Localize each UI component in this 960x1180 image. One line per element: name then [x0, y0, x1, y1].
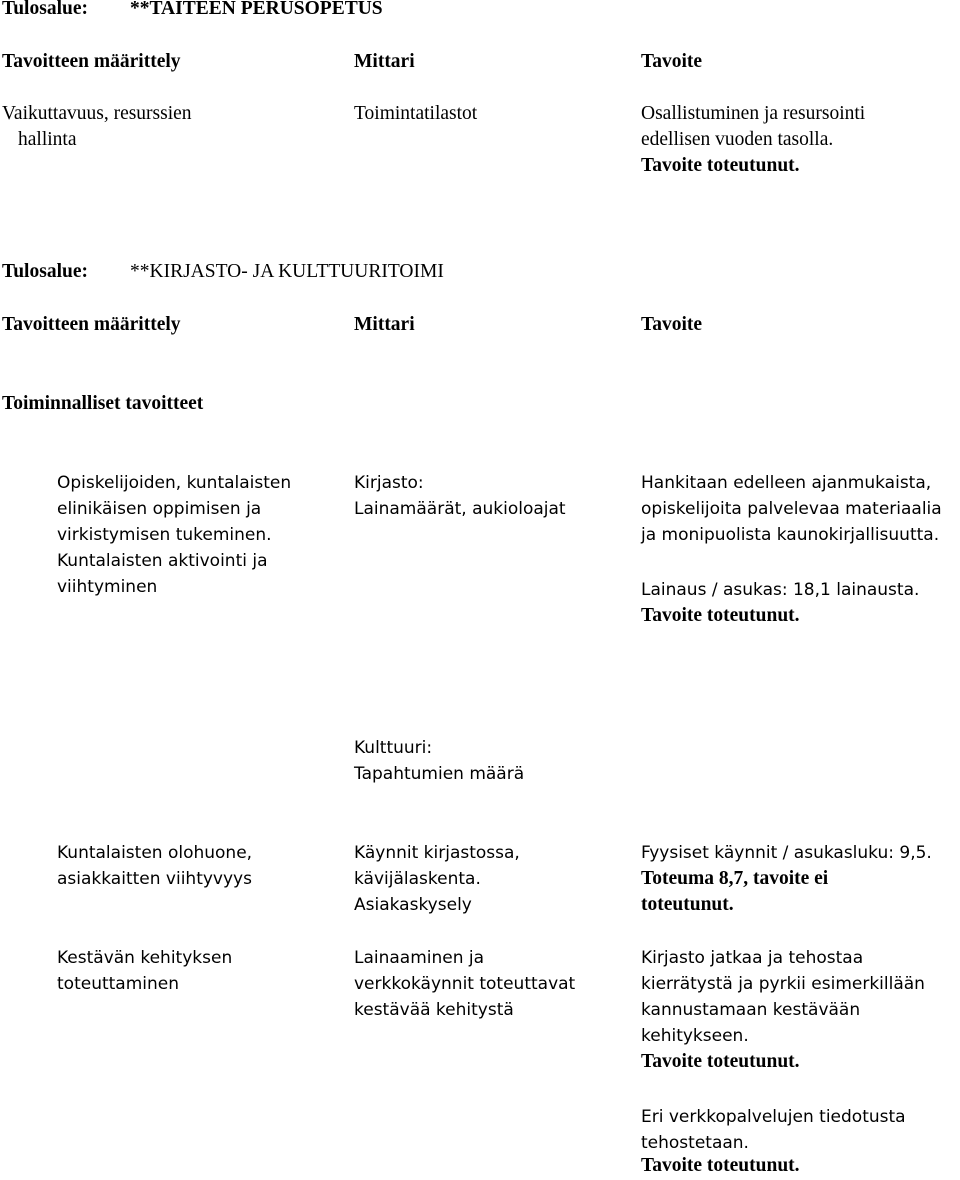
header-target-1: Tavoite: [641, 51, 703, 72]
metric-line: Toimintatilastot: [354, 103, 478, 124]
metric-line: kestävää kehitystä: [354, 1000, 514, 1020]
status-line: Tavoite toteutunut.: [641, 1051, 800, 1072]
target-line: ja monipuolista kaunokirjallisuutta.: [641, 525, 940, 545]
target-line: Fyysiset käynnit / asukasluku: 9,5.: [641, 843, 932, 863]
status-line: toteutunut.: [641, 894, 734, 915]
metric-line: Kirjasto:: [354, 473, 424, 493]
target-line: kehitykseen.: [641, 1026, 749, 1046]
target-line: Eri verkkopalvelujen tiedotusta: [641, 1107, 906, 1127]
goal-line: hallinta: [18, 129, 77, 150]
status-line: Toteuma 8,7, tavoite ei: [641, 868, 829, 889]
status-line: Tavoite toteutunut.: [641, 605, 800, 626]
target-line: Kirjasto jatkaa ja tehostaa: [641, 948, 864, 968]
target-line: Osallistuminen ja resursointi: [641, 103, 866, 124]
target-line: Hankitaan edelleen ajanmukaista,: [641, 473, 932, 493]
goal-line: elinikäisen oppimisen ja: [57, 499, 262, 519]
goal-line: Vaikuttavuus, resurssien: [2, 103, 192, 124]
goal-line: Kuntalaisten aktivointi ja: [57, 551, 268, 571]
status-line: Tavoite toteutunut.: [641, 155, 800, 176]
target-line: tehostetaan.: [641, 1133, 749, 1153]
target-line: edellisen vuoden tasolla.: [641, 129, 834, 150]
metric-line: Lainaaminen ja: [354, 948, 485, 968]
goal-line: Kuntalaisten olohuone,: [57, 843, 253, 863]
tulosalue-title-2: **KIRJASTO- JA KULTTUURITOIMI: [130, 261, 444, 282]
metric-line: Käynnit kirjastossa,: [354, 843, 520, 863]
target-line: kierrätystä ja pyrkii esimerkillään: [641, 974, 925, 994]
tulosalue-label-2: Tulosalue:: [2, 261, 88, 282]
target-line: kannustamaan kestävään: [641, 1000, 861, 1020]
metric-line: Lainamäärät, aukioloajat: [354, 499, 566, 519]
header-metric-2: Mittari: [354, 314, 415, 335]
goal-line: virkistymisen tukeminen.: [57, 525, 272, 545]
header-metric-1: Mittari: [354, 51, 415, 72]
target-line: opiskelijoita palvelevaa materiaalia: [641, 499, 942, 519]
header-goal-1: Tavoitteen määrittely: [2, 51, 181, 72]
target-line: Lainaus / asukas: 18,1 lainausta.: [641, 580, 920, 600]
subheading-operational-goals: Toiminnalliset tavoitteet: [2, 393, 204, 414]
metric-line: kävijälaskenta.: [354, 869, 481, 889]
goal-line: asiakkaitten viihtyvyys: [57, 869, 252, 889]
culture-metric: Tapahtumien määrä: [354, 764, 525, 784]
header-target-2: Tavoite: [641, 314, 703, 335]
goal-line: viihtyminen: [57, 577, 158, 597]
metric-line: verkkokäynnit toteuttavat: [354, 974, 576, 994]
goal-line: Kestävän kehityksen: [57, 948, 233, 968]
tulosalue-title-1: **TAITEEN PERUSOPETUS: [130, 0, 383, 19]
header-goal-2: Tavoitteen määrittely: [2, 314, 181, 335]
culture-label: Kulttuuri:: [354, 738, 433, 758]
tulosalue-label-1: Tulosalue:: [2, 0, 88, 19]
metric-line: Asiakaskysely: [354, 895, 472, 915]
goal-line: Opiskelijoiden, kuntalaisten: [57, 473, 292, 493]
status-line: Tavoite toteutunut.: [641, 1155, 800, 1176]
goal-line: toteuttaminen: [57, 974, 180, 994]
